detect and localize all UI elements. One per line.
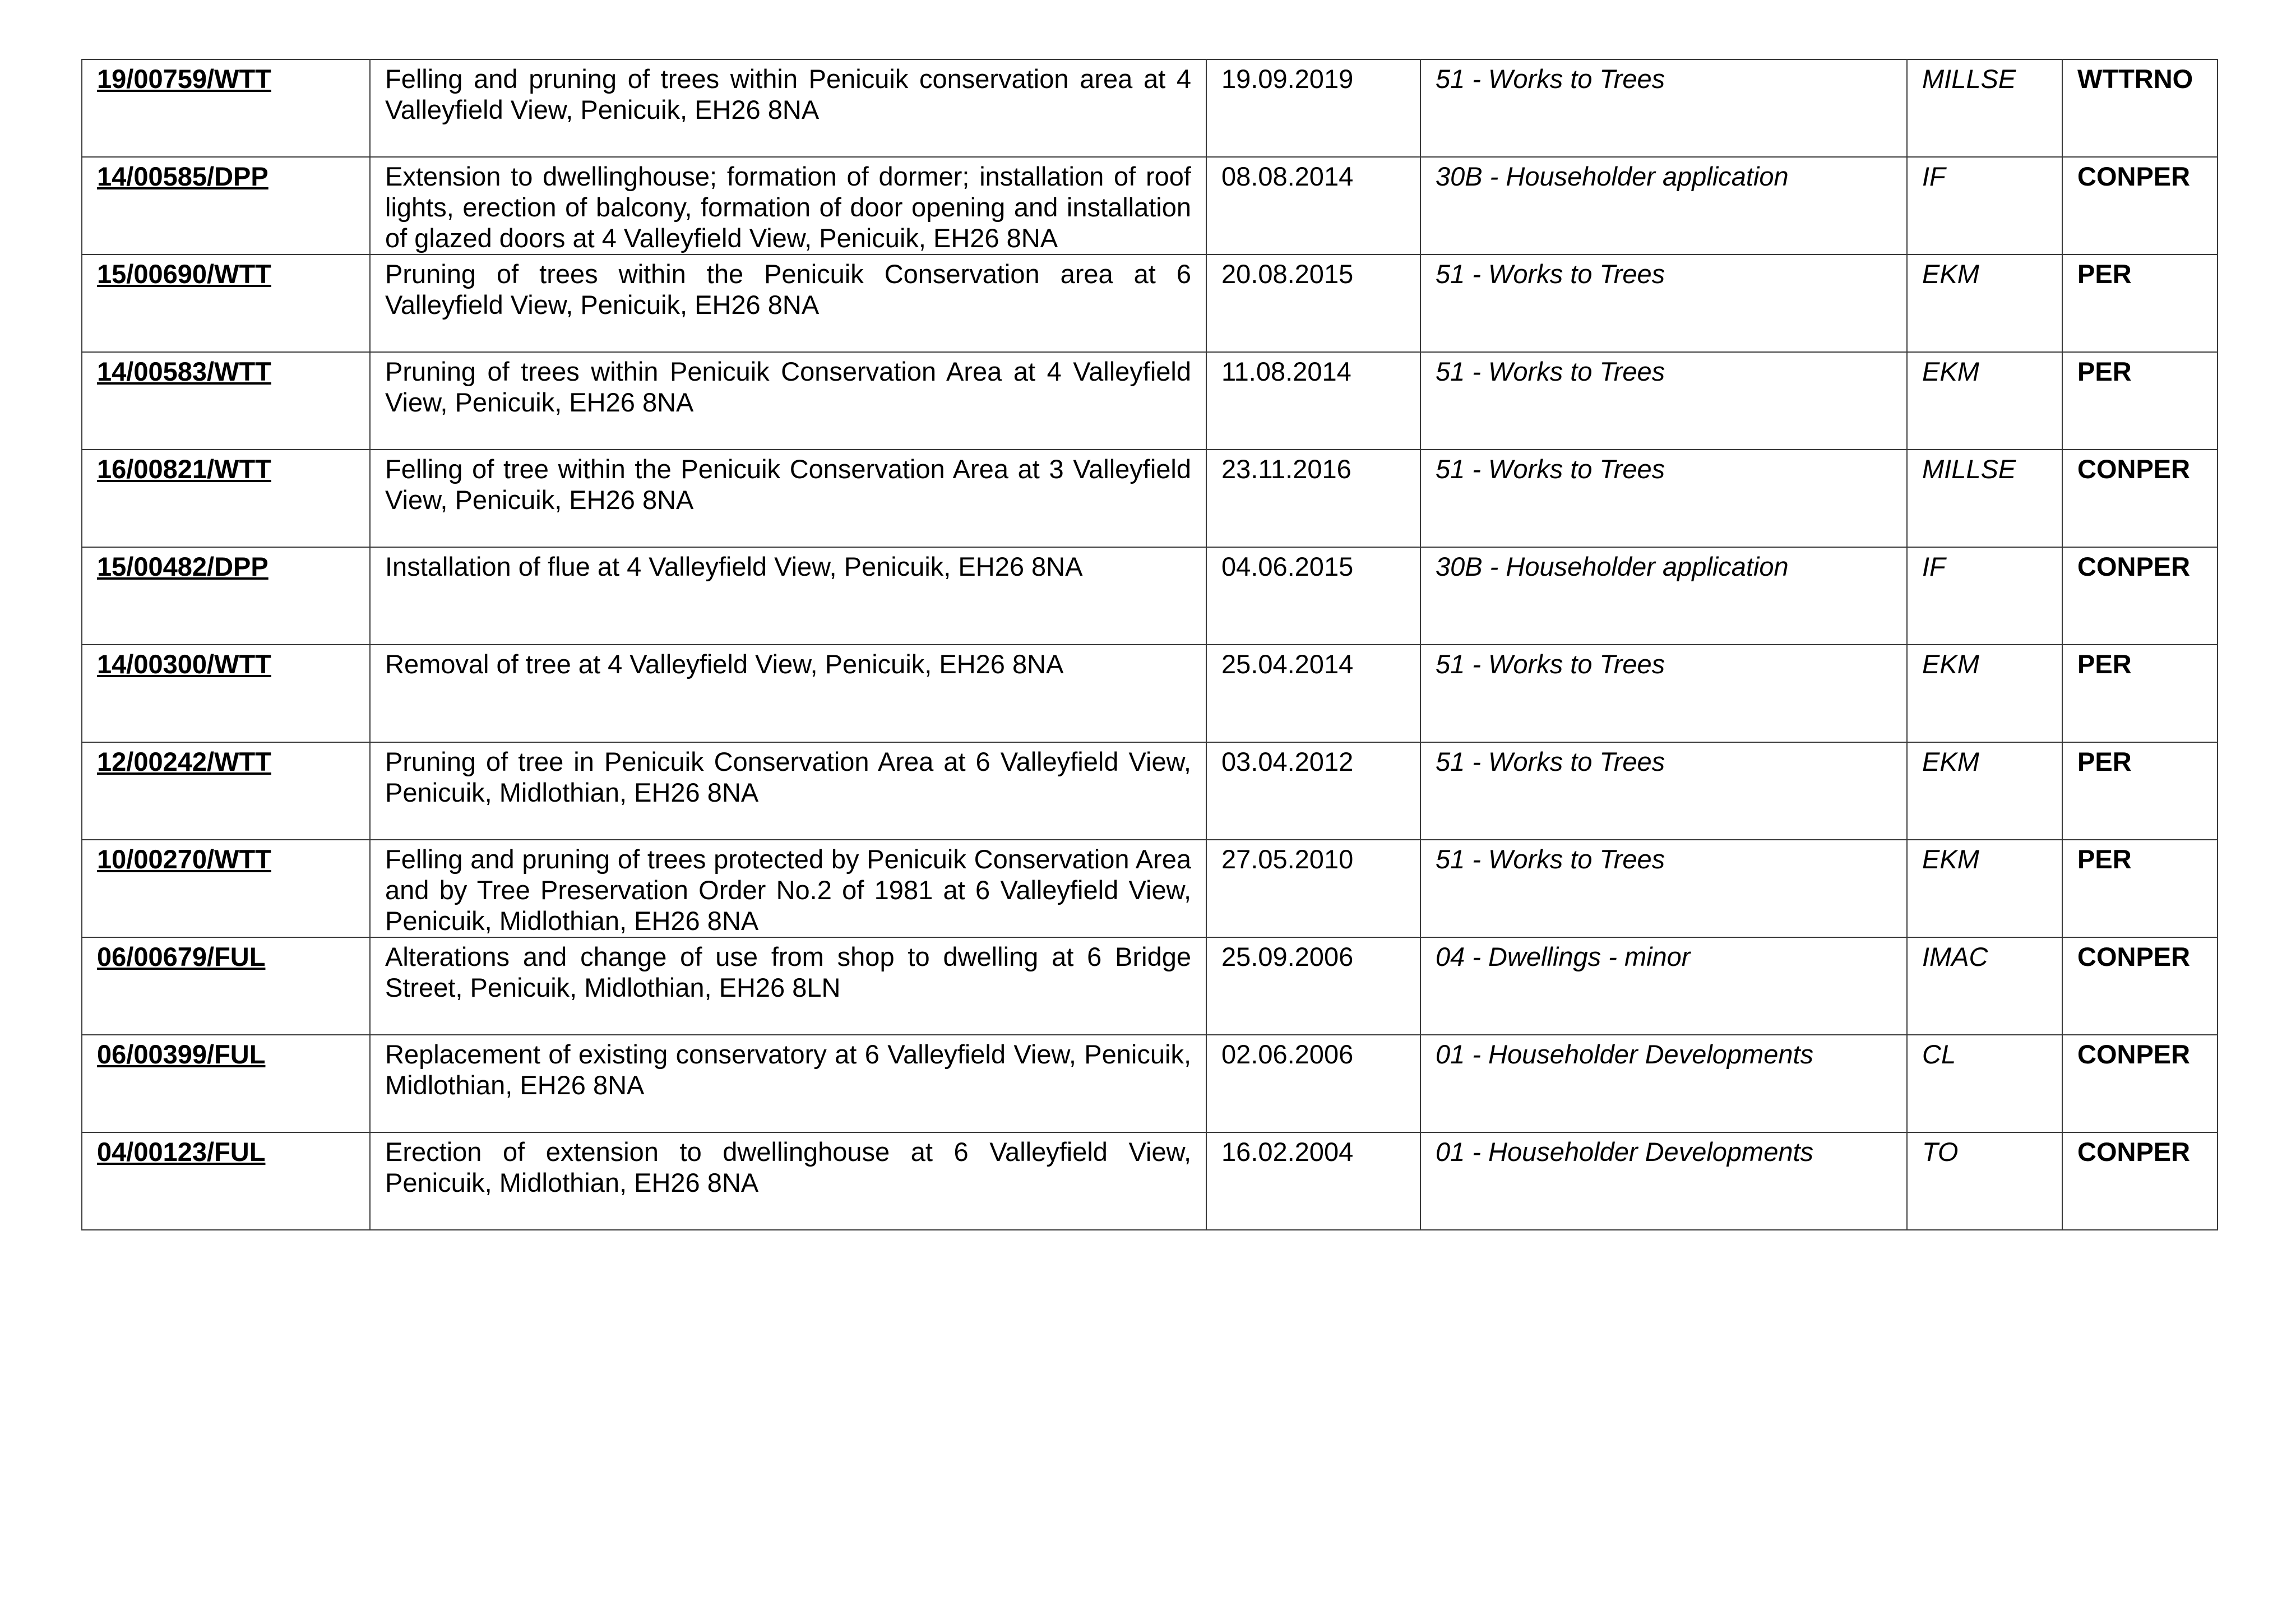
application-reference-link[interactable]: 06/00679/FUL (82, 937, 370, 1035)
case-officer: MILLSE (1907, 450, 2062, 547)
table-row (82, 157, 2218, 255)
table-row (82, 937, 2218, 1035)
planning-applications-body (82, 59, 2218, 1230)
application-type: 30B - Householder application (1420, 547, 1907, 645)
decision-code: PER (2062, 742, 2218, 840)
case-officer: MILLSE (1907, 59, 2062, 157)
application-reference-link[interactable]: 04/00123/FUL (82, 1132, 370, 1230)
table-row (82, 840, 2218, 937)
application-description: Removal of tree at 4 Valleyfield View, Penicuik, EH26 8NA (370, 645, 1206, 742)
application-description: Erection of extension to dwellinghouse at 6 Valleyfield View, Penicuik, Midlothian, EH26 8NA (370, 1132, 1206, 1230)
case-officer: EKM (1907, 840, 2062, 937)
decision-code: CONPER (2062, 1132, 2218, 1230)
table-row (82, 255, 2218, 352)
application-reference-link[interactable]: 19/00759/WTT (82, 59, 370, 157)
case-officer: IMAC (1907, 937, 2062, 1035)
application-date: 25.04.2014 (1206, 645, 1420, 742)
application-date: 20.08.2015 (1206, 255, 1420, 352)
decision-code: PER (2062, 352, 2218, 450)
application-date: 08.08.2014 (1206, 157, 1420, 255)
application-description: Alterations and change of use from shop to dwelling at 6 Bridge Street, Penicuik, Midlothian, EH26 8LN (370, 937, 1206, 1035)
application-description: Pruning of trees within Penicuik Conservation Area at 4 Valleyfield View, Penicuik, EH26 8NA (370, 352, 1206, 450)
application-type: 51 - Works to Trees (1420, 840, 1907, 937)
table-row (82, 742, 2218, 840)
application-type: 51 - Works to Trees (1420, 742, 1907, 840)
case-officer: IF (1907, 547, 2062, 645)
application-type: 04 - Dwellings - minor (1420, 937, 1907, 1035)
application-type: 51 - Works to Trees (1420, 255, 1907, 352)
application-date: 11.08.2014 (1206, 352, 1420, 450)
decision-code: CONPER (2062, 1035, 2218, 1132)
table-row (82, 1035, 2218, 1132)
planning-applications-table (81, 59, 2218, 1230)
application-type: 51 - Works to Trees (1420, 352, 1907, 450)
application-reference-link[interactable]: 06/00399/FUL (82, 1035, 370, 1132)
case-officer: EKM (1907, 742, 2062, 840)
application-date: 19.09.2019 (1206, 59, 1420, 157)
decision-code: CONPER (2062, 937, 2218, 1035)
application-date: 02.06.2006 (1206, 1035, 1420, 1132)
application-reference-link[interactable]: 10/00270/WTT (82, 840, 370, 937)
application-reference-link[interactable]: 16/00821/WTT (82, 450, 370, 547)
application-date: 16.02.2004 (1206, 1132, 1420, 1230)
case-officer: CL (1907, 1035, 2062, 1132)
decision-code: CONPER (2062, 450, 2218, 547)
case-officer: TO (1907, 1132, 2062, 1230)
application-description: Extension to dwellinghouse; formation of dormer; installation of roof lights, erection of balcony, formation of door opening and installation of glazed doors at 4 Valleyfield View, Penicuik, EH26 8NA (370, 157, 1206, 255)
application-type: 30B - Householder application (1420, 157, 1907, 255)
application-reference-link[interactable]: 14/00583/WTT (82, 352, 370, 450)
table-row (82, 59, 2218, 157)
table-row (82, 352, 2218, 450)
application-date: 04.06.2015 (1206, 547, 1420, 645)
table-row (82, 450, 2218, 547)
case-officer: EKM (1907, 645, 2062, 742)
case-officer: EKM (1907, 352, 2062, 450)
table-row (82, 547, 2218, 645)
application-description: Installation of flue at 4 Valleyfield View, Penicuik, EH26 8NA (370, 547, 1206, 645)
application-type: 51 - Works to Trees (1420, 645, 1907, 742)
application-date: 27.05.2010 (1206, 840, 1420, 937)
application-description: Pruning of tree in Penicuik Conservation Area at 6 Valleyfield View, Penicuik, Midlothian, EH26 8NA (370, 742, 1206, 840)
application-type: 51 - Works to Trees (1420, 450, 1907, 547)
application-date: 03.04.2012 (1206, 742, 1420, 840)
table-row (82, 1132, 2218, 1230)
application-description: Felling and pruning of trees within Penicuik conservation area at 4 Valleyfield View, Penicuik, EH26 8NA (370, 59, 1206, 157)
case-officer: EKM (1907, 255, 2062, 352)
application-description: Felling of tree within the Penicuik Conservation Area at 3 Valleyfield View, Penicuik, EH26 8NA (370, 450, 1206, 547)
application-description: Felling and pruning of trees protected by Penicuik Conservation Area and by Tree Preservation Order No.2 of 1981 at 6 Valleyfield View, Penicuik, Midlothian, EH26 8NA (370, 840, 1206, 937)
application-reference-link[interactable]: 14/00300/WTT (82, 645, 370, 742)
decision-code: WTTRNO (2062, 59, 2218, 157)
case-officer: IF (1907, 157, 2062, 255)
application-reference-link[interactable]: 12/00242/WTT (82, 742, 370, 840)
application-date: 23.11.2016 (1206, 450, 1420, 547)
application-type: 01 - Householder Developments (1420, 1132, 1907, 1230)
application-type: 01 - Householder Developments (1420, 1035, 1907, 1132)
application-reference-link[interactable]: 15/00690/WTT (82, 255, 370, 352)
application-type: 51 - Works to Trees (1420, 59, 1907, 157)
decision-code: CONPER (2062, 547, 2218, 645)
decision-code: PER (2062, 645, 2218, 742)
decision-code: PER (2062, 840, 2218, 937)
decision-code: PER (2062, 255, 2218, 352)
decision-code: CONPER (2062, 157, 2218, 255)
application-reference-link[interactable]: 14/00585/DPP (82, 157, 370, 255)
application-date: 25.09.2006 (1206, 937, 1420, 1035)
application-reference-link[interactable]: 15/00482/DPP (82, 547, 370, 645)
application-description: Pruning of trees within the Penicuik Conservation area at 6 Valleyfield View, Penicuik, EH26 8NA (370, 255, 1206, 352)
application-description: Replacement of existing conservatory at 6 Valleyfield View, Penicuik, Midlothian, EH26 8NA (370, 1035, 1206, 1132)
table-row (82, 645, 2218, 742)
